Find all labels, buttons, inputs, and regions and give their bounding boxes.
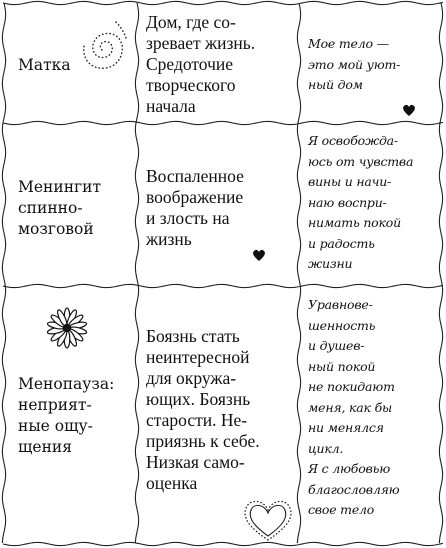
- table-rule: [3, 284, 443, 287]
- daisy-flower-icon: [44, 305, 90, 351]
- table-rule: [2, 3, 5, 543]
- cause-text: для окружа-: [146, 368, 237, 388]
- affirmation-text: нимать покой: [308, 215, 401, 230]
- row-3-problem: [18, 374, 138, 458]
- table-rule: [439, 3, 442, 543]
- affirmation-text: и радость: [308, 235, 375, 251]
- affirmation-text: Мое тело —: [308, 36, 389, 51]
- cause-text: неинтересной: [146, 347, 250, 367]
- problem-text: спинно-: [18, 199, 83, 217]
- affirmation-text: благословляю: [308, 481, 400, 497]
- row-1-cause: [146, 12, 296, 117]
- table-rule: [135, 3, 138, 543]
- cause-text: оценка: [146, 473, 198, 493]
- affirmation-text: наю воспри-: [308, 194, 387, 210]
- cause-text: Дом, где со-: [146, 12, 236, 32]
- problem-text: Менингит: [18, 178, 102, 196]
- cause-text: жизнь: [146, 229, 192, 249]
- affirmation-text: свое тело: [308, 502, 375, 517]
- table-rule: [3, 542, 443, 545]
- cause-text: творческого: [146, 75, 236, 95]
- affirmation-text: меня, как бы: [308, 399, 392, 415]
- row-2-cause: [146, 166, 296, 250]
- affirmation-text: юсь от чувства: [308, 153, 414, 169]
- problem-text: неприят-: [18, 396, 92, 414]
- affirmation-text: шенность: [308, 317, 376, 333]
- affirmation-text: ни менялся: [308, 420, 384, 435]
- row-1-affirmation: [308, 34, 436, 96]
- affirmation-text: жизни: [308, 256, 353, 271]
- row-2-affirmation: [308, 131, 436, 275]
- problem-text: щения: [18, 438, 73, 456]
- cause-text: Низкая само-: [146, 452, 245, 472]
- affirmation-text: цикл.: [308, 440, 344, 456]
- affirmation-text: ный дом: [308, 77, 363, 92]
- table-rule: [3, 1, 443, 4]
- dotted-spiral-icon: [76, 16, 132, 78]
- table-rule: [3, 121, 443, 124]
- cause-text: старости. Не-: [146, 410, 248, 430]
- affirmation-text: и душев-: [308, 338, 365, 353]
- cause-text: ющих. Боязнь: [146, 389, 251, 409]
- row-2-problem: [18, 177, 133, 240]
- problem-text: мозговой: [18, 220, 94, 238]
- row-3-cause: [146, 326, 298, 494]
- cause-text: Боязнь стать: [146, 326, 240, 346]
- problem-text: Матка: [18, 56, 71, 74]
- row-3-affirmation: [308, 295, 436, 521]
- cause-text: приязнь к себе.: [146, 431, 260, 451]
- dotted-heart-icon: [240, 496, 296, 544]
- cause-text: воображение: [146, 187, 244, 207]
- affirmation-text: ный покой: [308, 358, 376, 374]
- affirmation-text: это мой уют-: [308, 56, 401, 72]
- affirmation-text: Я освобожда-: [308, 133, 398, 148]
- problem-text: ные ощу-: [18, 417, 93, 435]
- affirmation-text: не покидают: [308, 379, 395, 394]
- affirmation-text: Уравнове-: [308, 297, 373, 312]
- affirmation-text: вины и начи-: [308, 174, 392, 189]
- cause-text: зревает жизнь.: [146, 33, 256, 53]
- cause-text: начала: [146, 96, 196, 116]
- affirmation-text: Я с любовью: [308, 461, 391, 476]
- cause-text: Средоточие: [146, 54, 234, 74]
- heart-icon: [402, 104, 416, 117]
- cause-text: и злость на: [146, 208, 230, 228]
- heart-icon: [252, 249, 266, 262]
- problem-text: Менопауза:: [18, 375, 115, 393]
- cause-text: Воспаленное: [146, 166, 244, 186]
